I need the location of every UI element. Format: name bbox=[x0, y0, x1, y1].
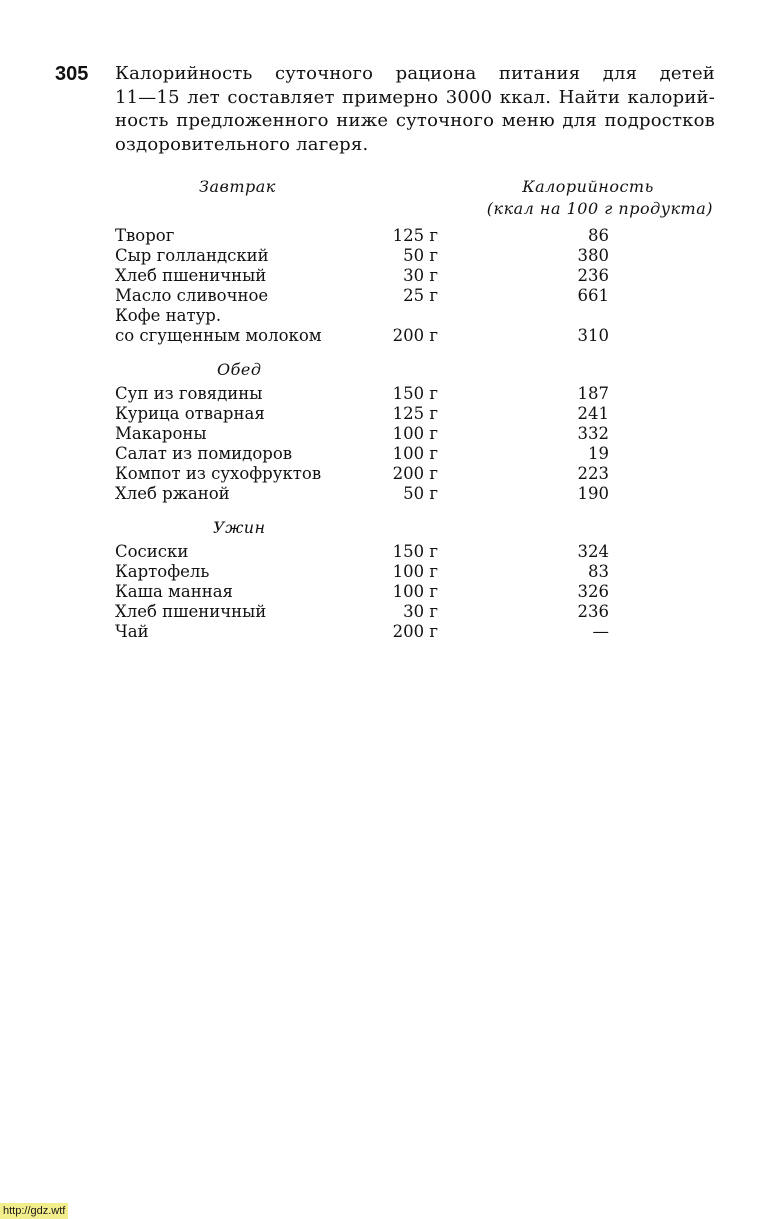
menu-row bbox=[0, 424, 757, 444]
item-name: Салат из помидоров bbox=[115, 444, 293, 463]
item-amount: 100 г bbox=[392, 424, 438, 443]
item-name: Кофе натур. bbox=[115, 306, 222, 325]
section-heading-lunch: Обед bbox=[217, 360, 262, 379]
item-amount: 100 г bbox=[392, 444, 438, 463]
problem-text-line: оздоровительного лагеря. bbox=[115, 133, 369, 155]
item-amount: 200 г bbox=[392, 622, 438, 641]
item-name: со сгущенным молоком bbox=[115, 326, 322, 345]
menu-row bbox=[0, 562, 757, 582]
menu-row bbox=[0, 622, 757, 642]
item-calories: 310 bbox=[577, 326, 609, 345]
item-amount: 125 г bbox=[392, 404, 438, 423]
item-amount: 200 г bbox=[392, 464, 438, 483]
item-name: Картофель bbox=[115, 562, 210, 581]
menu-row bbox=[0, 286, 757, 306]
menu-row bbox=[0, 246, 757, 266]
item-name: Компот из сухофруктов bbox=[115, 464, 322, 483]
item-calories: 236 bbox=[577, 266, 609, 285]
item-amount: 150 г bbox=[392, 542, 438, 561]
item-amount: 150 г bbox=[392, 384, 438, 403]
item-amount: 100 г bbox=[392, 562, 438, 581]
item-calories: 661 bbox=[577, 286, 609, 305]
item-calories: 223 bbox=[577, 464, 609, 483]
section-heading-breakfast: Завтрак bbox=[199, 177, 276, 196]
menu-row bbox=[0, 444, 757, 464]
item-name: Хлеб пшеничный bbox=[115, 266, 267, 285]
item-calories: 380 bbox=[577, 246, 609, 265]
item-calories: 332 bbox=[577, 424, 609, 443]
item-calories: 241 bbox=[577, 404, 609, 423]
menu-row bbox=[0, 404, 757, 424]
menu-row bbox=[0, 484, 757, 504]
item-calories: — bbox=[592, 622, 609, 641]
item-name: Хлеб ржаной bbox=[115, 484, 230, 503]
item-amount: 30 г bbox=[403, 266, 438, 285]
section-heading-dinner: Ужин bbox=[213, 518, 266, 537]
item-calories: 236 bbox=[577, 602, 609, 621]
item-calories: 190 bbox=[577, 484, 609, 503]
menu-row bbox=[0, 226, 757, 246]
problem-number: 305 bbox=[55, 63, 89, 85]
item-amount: 50 г bbox=[403, 484, 438, 503]
problem-text-line: ность предложенного ниже суточного меню для подростков bbox=[115, 110, 715, 131]
calorie-column-header bbox=[453, 176, 713, 220]
item-name: Сосиски bbox=[115, 542, 189, 561]
item-name: Чай bbox=[115, 622, 149, 641]
item-amount: 25 г bbox=[403, 286, 438, 305]
item-amount: 30 г bbox=[403, 602, 438, 621]
menu-row bbox=[0, 464, 757, 484]
menu-row bbox=[0, 542, 757, 562]
problem-text-line: Калорийность суточного рациона питания для детей bbox=[115, 63, 715, 84]
menu-row bbox=[0, 326, 757, 346]
item-name: Каша манная bbox=[115, 582, 233, 601]
item-amount: 200 г bbox=[392, 326, 438, 345]
item-calories: 83 bbox=[588, 562, 609, 581]
menu-row bbox=[0, 602, 757, 622]
menu-row bbox=[0, 582, 757, 602]
watermark-link[interactable]: http://gdz.wtf bbox=[0, 1203, 68, 1219]
menu-row bbox=[0, 266, 757, 286]
calorie-header-title: Калорийность bbox=[522, 177, 654, 196]
problem-text bbox=[115, 62, 715, 156]
item-amount: 125 г bbox=[392, 226, 438, 245]
item-calories: 19 bbox=[588, 444, 609, 463]
item-amount: 50 г bbox=[403, 246, 438, 265]
item-name: Сыр голландский bbox=[115, 246, 269, 265]
item-name: Курица отварная bbox=[115, 404, 265, 423]
menu-row bbox=[0, 384, 757, 404]
item-name: Творог bbox=[115, 226, 175, 245]
item-name: Суп из говядины bbox=[115, 384, 263, 403]
item-calories: 86 bbox=[588, 226, 609, 245]
item-name: Хлеб пшеничный bbox=[115, 602, 267, 621]
item-name: Макароны bbox=[115, 424, 207, 443]
menu-row bbox=[0, 306, 757, 326]
item-name: Масло сливочное bbox=[115, 286, 269, 305]
problem-text-line: 11—15 лет составляет примерно 3000 ккал. Найти калорий- bbox=[115, 86, 715, 108]
item-calories: 187 bbox=[577, 384, 609, 403]
calorie-header-units: (ккал на 100 г продукта) bbox=[486, 199, 713, 218]
item-calories: 324 bbox=[577, 542, 609, 561]
item-amount: 100 г bbox=[392, 582, 438, 601]
item-calories: 326 bbox=[577, 582, 609, 601]
